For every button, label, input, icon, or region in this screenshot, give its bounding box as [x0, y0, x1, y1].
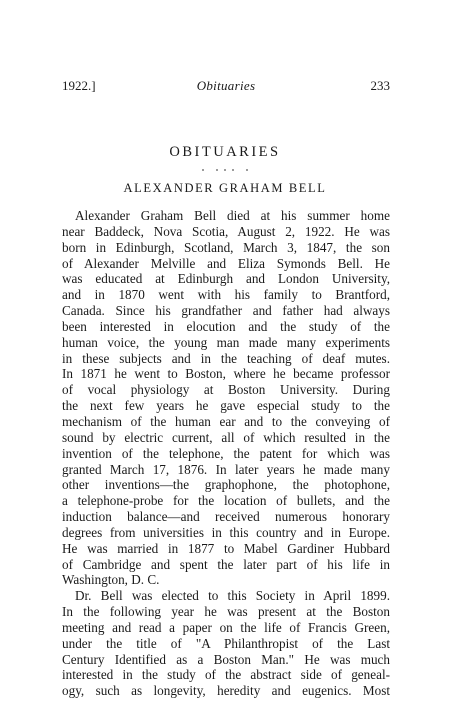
text-line: He was married in 1877 to Mabel Gardiner Hubbard [62, 540, 390, 556]
page-number: 233 [370, 78, 390, 93]
text-line: ogy, such as longevity, heredity and eugenics. Most [62, 683, 390, 699]
text-line: In 1871 he went to Boston, where he became professor [62, 366, 390, 382]
text-line: near Baddeck, Nova Scotia, August 2, 1922. He was [62, 223, 390, 239]
text-line: a telephone-probe for the location of bullets, and the [62, 493, 390, 509]
text-line: Canada. Since his grandfather and father had always [62, 303, 390, 319]
paragraph-1 [62, 208, 390, 588]
running-head [62, 78, 390, 98]
text-line: meeting and read a paper on the life of Francis Green, [62, 619, 390, 635]
text-line: of vocal physiology at Boston University. During [62, 382, 390, 398]
text-line: In the following year he was present at the Boston [62, 604, 390, 620]
text-line: was educated at Edinburgh and London University, [62, 271, 390, 287]
text-line: been interested in elocution and the study of the [62, 318, 390, 334]
text-line: Washington, D. C. [62, 572, 160, 588]
article-title: ALEXANDER GRAHAM BELL [123, 181, 327, 195]
text-line: human voice, the young man made many experiments [62, 334, 390, 350]
text-line: of Alexander Melville and Eliza Symonds Bell. He [62, 255, 390, 271]
text-line: and in 1870 went with his family to Brantford, [62, 287, 390, 303]
text-line: sound by electric current, all of which resulted in the [62, 429, 390, 445]
text-line: degrees from universities in this country and in Europe. [62, 524, 390, 540]
text-line: born in Edinburgh, Scotland, March 3, 1847, the son [62, 239, 390, 255]
text-line: the next few years he gave especial study to the [62, 398, 390, 414]
text-line: granted March 17, 1876. In later years he made many [62, 461, 390, 477]
running-head-title: Obituaries [196, 78, 256, 93]
article-body [62, 208, 390, 699]
section-title: OBITUARIES [169, 144, 281, 160]
text-line: induction balance—and received numerous honorary [62, 509, 390, 525]
paragraph-2 [62, 588, 390, 699]
text-line: interested in the study of the abstract side of geneal- [62, 667, 390, 683]
text-line: mechanism of the human ear and to the conveying of [62, 413, 390, 429]
text-line: other inventions—the graphophone, the photophone, [62, 477, 390, 493]
text-line: under the title of "A Philanthropist of the Last [62, 635, 390, 651]
text-line: Alexander Graham Bell died at his summer home [75, 208, 390, 223]
text-line: in these subjects and in the teaching of deaf mutes. [62, 350, 390, 366]
text-line: invention of the telephone, the patent for which was [62, 445, 390, 461]
text-line: Century Identified as a Boston Man." He was much [62, 651, 390, 667]
text-line: Dr. Bell was elected to this Society in April 1899. [75, 588, 390, 604]
text-line: of Cambridge and spent the later part of his life in [62, 556, 390, 572]
running-head-year: 1922.] [62, 78, 96, 93]
ornament-divider [195, 166, 255, 174]
